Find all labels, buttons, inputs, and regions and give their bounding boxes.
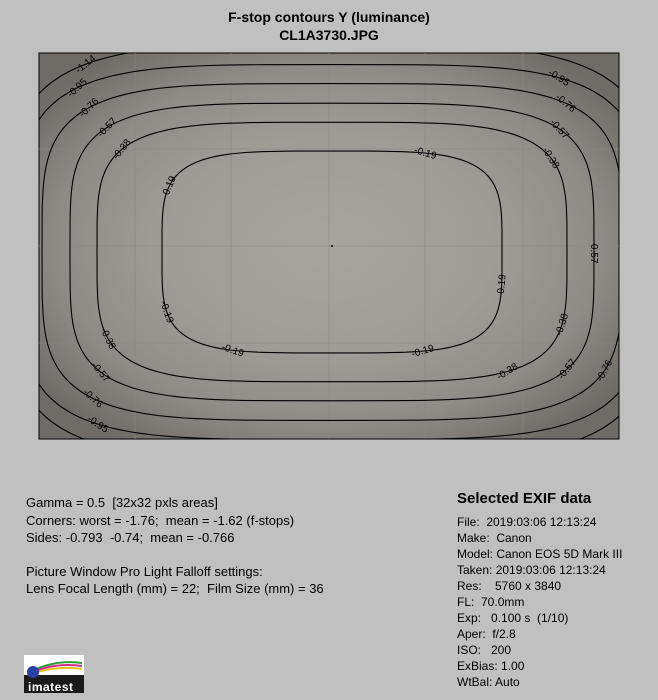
- contour-label: -0.76: [77, 96, 102, 120]
- exif-iso: ISO: 200: [457, 643, 512, 657]
- exif-heading: Selected EXIF data: [457, 490, 592, 507]
- contour-label: -0.38: [97, 326, 118, 352]
- gamma-line: Gamma = 0.5 [32x32 pxls areas]: [26, 495, 218, 510]
- contour-label: -0.76: [80, 387, 105, 411]
- contour-label: -0.57: [88, 360, 112, 385]
- contour-label: -0.19: [410, 343, 436, 361]
- contour-label: -0.76: [594, 358, 616, 384]
- contour-label: -0.57: [556, 357, 579, 382]
- contour-label: -1.14: [73, 53, 99, 76]
- contour-label: -0.38: [539, 145, 562, 171]
- sides-line: Sides: -0.793 -0.74; mean = -0.766: [26, 530, 235, 545]
- contour-label: -0.19: [159, 174, 179, 200]
- contour-label: -0.19: [412, 144, 438, 163]
- center-point: [331, 245, 333, 247]
- exif-taken: Taken: 2019:03:06 12:13:24: [457, 563, 606, 577]
- pwp-settings-line: Picture Window Pro Light Falloff settings:: [26, 564, 263, 579]
- chart-title: F-stop contours Y (luminance): [228, 9, 430, 25]
- contour-label: -0.38: [553, 312, 572, 338]
- corners-line: Corners: worst = -1.76; mean = -1.62 (f-stops): [26, 513, 295, 528]
- contour-label: -0.95: [84, 413, 111, 436]
- contour-label: -0.19: [157, 299, 176, 325]
- contour-label: -0.57: [547, 117, 571, 142]
- contour-label: -0.76: [553, 91, 578, 116]
- exif-make: Make: Canon: [457, 531, 532, 545]
- logo-text: imatest: [28, 680, 74, 694]
- exif-file: File: 2019:03:06 12:13:24: [457, 515, 597, 529]
- exif-model: Model: Canon EOS 5D Mark III: [457, 547, 623, 561]
- contour-label: -0.95: [65, 76, 90, 100]
- exif-res: Res: 5760 x 3840: [457, 579, 562, 593]
- contour-label: -0.57: [588, 240, 599, 264]
- lens-settings-line: Lens Focal Length (mm) = 22; Film Size (mm) = 36: [26, 581, 324, 596]
- exif-wtbal: WtBal: Auto: [457, 675, 520, 689]
- contour-label: -0.38: [110, 137, 134, 162]
- exif-fl: FL: 70.0mm: [457, 595, 525, 609]
- contour-label: -0.19: [495, 273, 509, 298]
- exif-aper: Aper: f/2.8: [457, 627, 516, 641]
- contour-label: -0.95: [546, 67, 572, 89]
- exif-exbias: ExBias: 1.00: [457, 659, 525, 673]
- contour-label: -0.57: [95, 115, 120, 140]
- chart-subtitle: CL1A3730.JPG: [279, 27, 379, 43]
- contour-label: -0.19: [219, 341, 246, 360]
- contour-label: -0.38: [494, 361, 521, 383]
- exif-exp: Exp: 0.100 s (1/10): [457, 611, 569, 625]
